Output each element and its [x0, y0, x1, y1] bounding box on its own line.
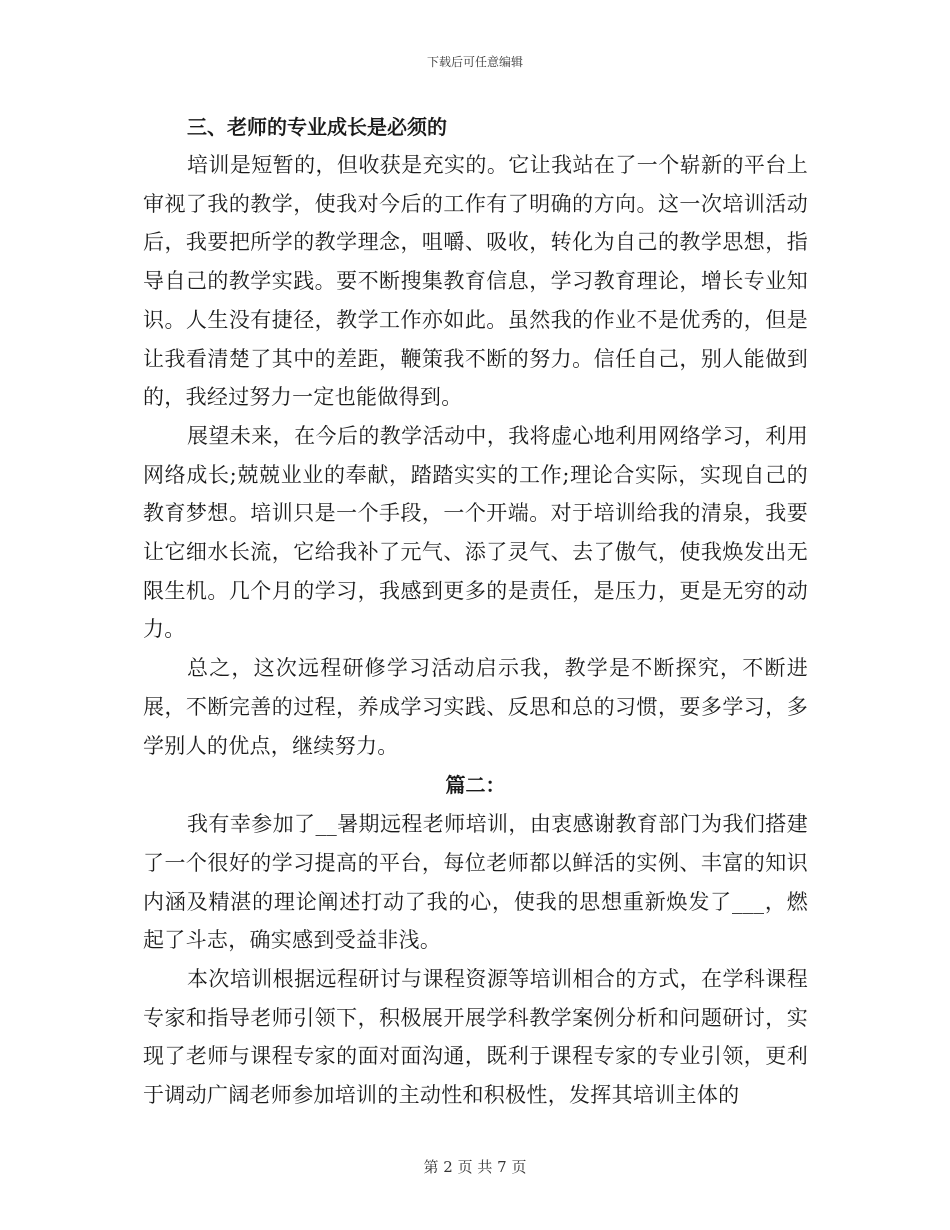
paragraph: 培训是短暂的，但收获是充实的。它让我站在了一个崭新的平台上审视了我的教学，使我对今后的工作有了明确的方向。这一次培训活动后，我要把所学的教学理念，咀嚼、吸收，转化为自己的教学思想，指导自己的教学实践。要不断搜集教育信息，学习教育理论，增长专业知识。人生没有捷径，教学工作亦如此。虽然我的作业不是优秀的，但是让我看清楚了其中的差距，鞭策我不断的努力。信任自己，别人能做到的，我经过努力一定也能做得到。	[143, 153, 808, 410]
section-title: 三、老师的专业成长是必须的	[187, 115, 447, 139]
paragraph: 总之，这次远程研修学习活动启示我，教学是不断探究，不断进展，不断完善的过程，养成学习实践、反思和总的习惯，要多学习，多学别人的优点，继续努力。	[143, 656, 808, 758]
paragraph: 展望未来，在今后的教学活动中，我将虚心地利用网络学习，利用网络成长;兢兢业业的奉献，踏踏实实的工作;理论合实际，实现自己的教育梦想。培训只是一个手段，一个开端。对于培训给我的清泉，我要让它细水长流，它给我补了元气、添了灵气、去了傲气，使我焕发出无限生机。几个月的学习，我感到更多的是责任，是压力，更是无穷的动力。	[143, 423, 808, 642]
document-body	[143, 108, 808, 1115]
paragraph: 我有幸参加了__暑期远程老师培训，由衷感谢教育部门为我们搭建了一个很好的学习提高的平台，每位老师都以鲜活的实例、丰富的知识内涵及精湛的理论阐述打动了我的心，使我的思想重新焕发了___，燃起了斗志，确实感到受益非浅。	[143, 812, 808, 953]
part-title: 篇二：	[445, 773, 506, 798]
page-header-note: 下载后可任意编辑	[426, 55, 523, 69]
paragraph: 本次培训根据远程研讨与课程资源等培训相合的方式，在学科课程专家和指导老师引领下，积极展开展学科教学案例分析和问题研讨，实现了老师与课程专家的面对面沟通，既利于课程专家的专业引领，更利于调动广阔老师参加培训的主动性和积极性，发挥其培训主体的	[143, 967, 808, 1108]
page-number: 第 2 页 共 7 页	[423, 1158, 527, 1176]
